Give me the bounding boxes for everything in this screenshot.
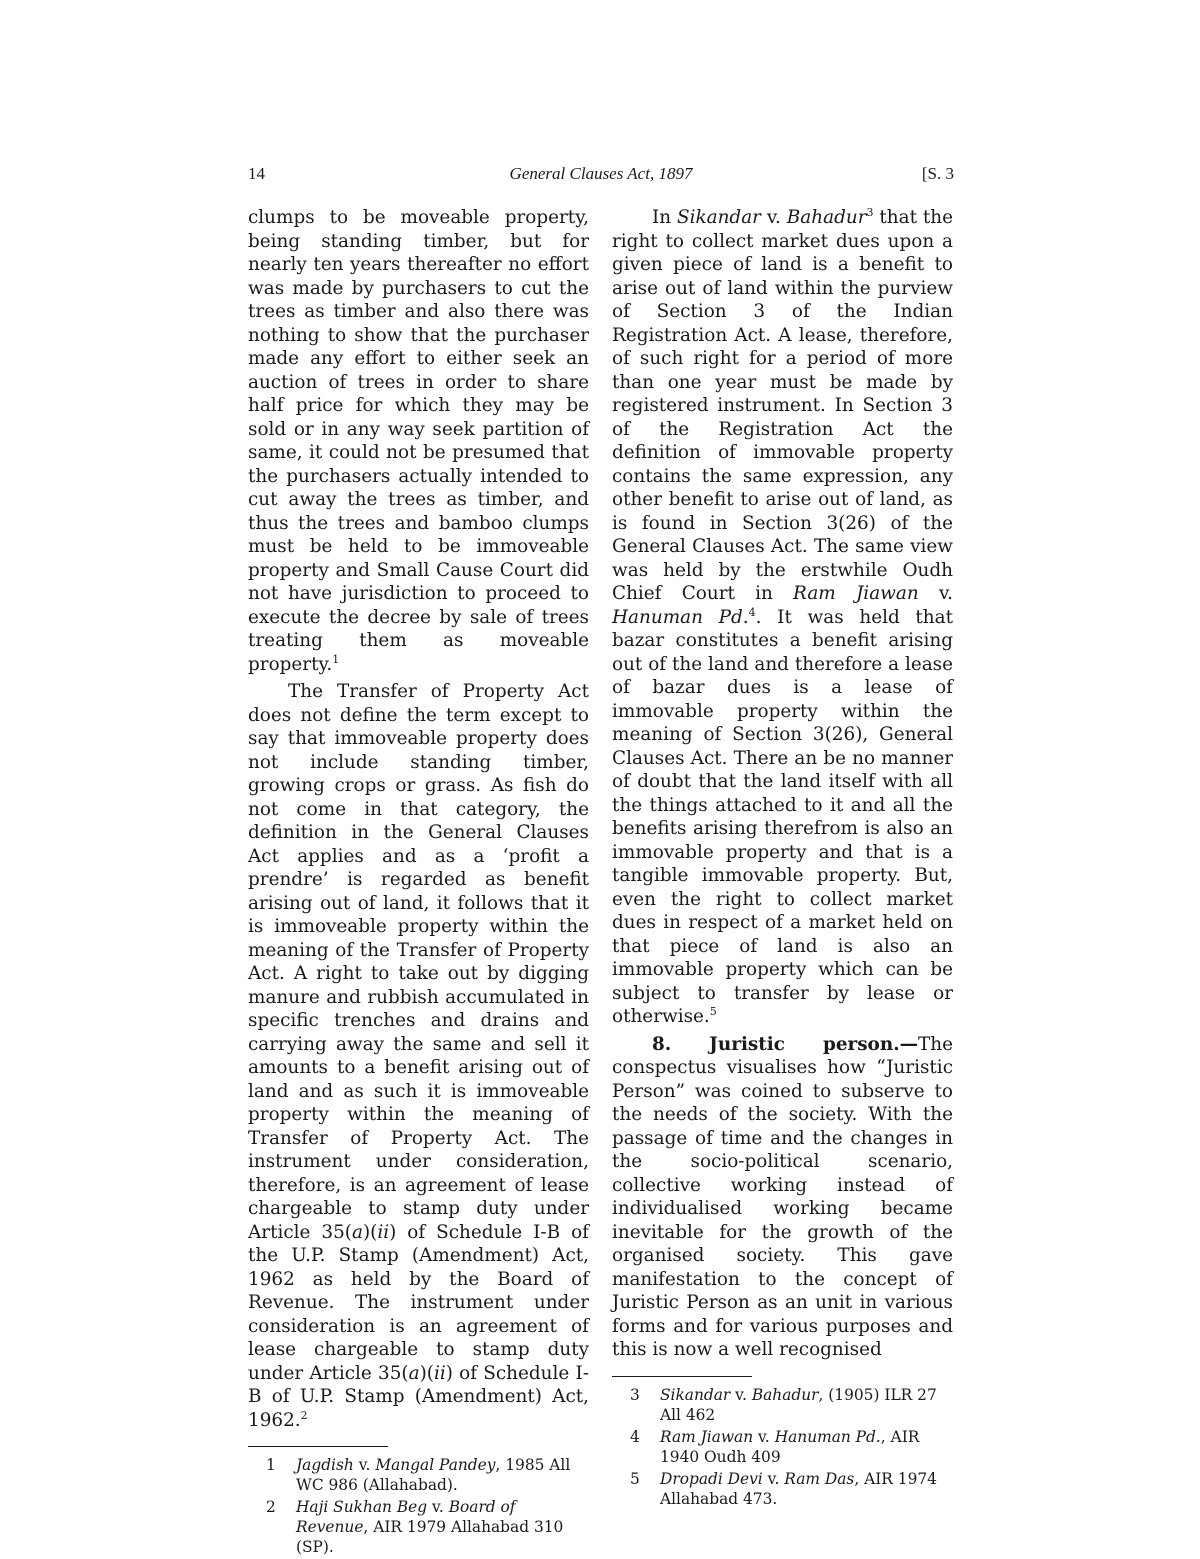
left-column — [248, 206, 589, 1559]
party-name: Hanuman Pd. — [774, 1427, 881, 1446]
italic-clause: a — [351, 1221, 363, 1243]
citation: , (1905) ILR 27 All 462 — [660, 1385, 937, 1424]
paragraph-text: ) of Schedule I-B of the U.P. Stamp (Amendment) Act, 1962 as held by the Board of Revenue. The instrument under consideration is an agreement of lease chargeable to stamp duty under Article 35( — [248, 1221, 589, 1384]
paragraph-text: The conspectus visualises how “Juristic Person” was coined to subserve to the needs of the society. With the passage of time and the changes in the socio-political scenario, collective working instead of individualised working became inevitable for the growth of the organised society. This gave manifestation to the concept of Juristic Person as an unit in various forms and for various purposes and this is now a well recognised — [612, 1033, 953, 1360]
paragraph-text: that the right to collect market dues upon a given piece of land is a benefit to arise out of land within the purview of Section 3 of the Indian Registration Act. A lease, therefore, of such right for a period of more than one year must be made by registered instrument. In Section 3 of the Registration Act the definition of immovable property contains the same expression, any other benefit to arise out of land, as is found in Section 3(26) of the General Clauses Act. The same view was held by the erstwhile Oudh Chief Court in — [612, 207, 953, 604]
footnote-ref-1: 1 — [332, 652, 340, 666]
italic-clause: ii — [377, 1221, 390, 1243]
footnote-number: 1 — [266, 1456, 276, 1474]
versus: v. — [353, 1456, 376, 1474]
paragraph-text: In — [652, 207, 677, 228]
italic-clause: a — [408, 1362, 420, 1384]
running-title: General Clauses Act, 1897 — [509, 164, 693, 183]
party-name: Ram Das — [784, 1469, 855, 1488]
party-name: Bahadur — [786, 207, 867, 228]
case-name: Ram Jiawan — [660, 1427, 754, 1446]
versus: v. — [730, 1385, 752, 1404]
case-name: Sikandar — [677, 207, 761, 228]
section-heading: 8. Juristic person.— — [652, 1033, 918, 1055]
citation: , 1985 All WC 986 (Allahabad). — [296, 1456, 571, 1494]
case-name: Sikandar — [660, 1385, 731, 1404]
paragraph-text: )( — [419, 1362, 434, 1384]
footnote-2 — [248, 1497, 589, 1557]
page-header — [248, 164, 954, 194]
right-column — [612, 206, 953, 1511]
versus: v. — [760, 207, 787, 228]
footnote-divider — [612, 1376, 752, 1377]
footnotes-right — [612, 1385, 953, 1509]
citation: , AIR 1974 Allahabad 473. — [660, 1469, 937, 1508]
footnote-5 — [612, 1469, 953, 1509]
footnotes-left — [248, 1455, 589, 1557]
footnote-number: 2 — [266, 1498, 276, 1516]
footnote-4 — [612, 1427, 953, 1467]
case-name: Haji Sukhan Beg — [296, 1498, 428, 1516]
party-name: Bahadur — [751, 1385, 819, 1404]
paragraph-text: )( — [362, 1221, 378, 1243]
paragraph-transfer-of-property — [248, 680, 589, 1432]
case-name: Dropadi Devi — [660, 1469, 763, 1488]
footnote-ref-3: 3 — [866, 205, 874, 219]
footnote-number: 4 — [630, 1427, 640, 1446]
citation: , AIR 1979 Allahabad 310 (SP). — [296, 1518, 564, 1556]
versus: v. — [427, 1498, 449, 1516]
paragraph-text: The Transfer of Property Act does not define the term except to say that immoveable property does not include standing timber, growing crops or grass. As fish do not come in that category, the definition in the General Clauses Act applies and as a ‘profit a prendre’ is regarded as benefit arising out of land, it follows that it is immoveable property within the meaning of the Transfer of Property Act. A right to take out by digging manure and rubbish accumulated in specific trenches and drains and carrying away the same and sell it amounts to a benefit arising out of land and as such it is immoveable property within the meaning of Transfer of Property Act. The instrument under consideration, therefore, is an agreement of lease chargeable to stamp duty under Article 35( — [248, 681, 589, 1243]
versus: v. — [918, 583, 953, 604]
footnote-number: 5 — [630, 1469, 640, 1488]
footnote-ref-5: 5 — [709, 1004, 717, 1018]
footnote-ref-2: 2 — [300, 1408, 308, 1422]
versus: v. — [762, 1469, 785, 1488]
footnote-text — [660, 1469, 953, 1509]
party-name: Board of Revenue — [296, 1498, 516, 1536]
footnote-divider — [248, 1446, 388, 1447]
footnote-text — [296, 1455, 589, 1495]
footnote-3 — [612, 1385, 953, 1425]
italic-clause: ii — [433, 1362, 446, 1384]
paragraph-text: clumps to be moveable property, being standing timber, but for nearly ten years thereafter no effort was made by purchasers to cut the trees as timber and also there was nothing to show that the purchaser made any effort to either seek an auction of trees in order to share half price for which they may be sold or in any way seek partition of same, it could not be presumed that the purchasers actually intended to cut away the trees as timber, and thus the trees and bamboo clumps must be held to be immoveable property and Small Cause Court did not have jurisdiction to proceed to execute the decree by sale of trees treating them as moveable property. — [248, 207, 589, 675]
footnote-1 — [248, 1455, 589, 1495]
citation: , AIR 1940 Oudh 409 — [660, 1427, 920, 1466]
paragraph-trees-immoveable — [248, 206, 589, 676]
abbrev-dot: . — [742, 606, 749, 628]
section-reference: [S. 3 — [921, 164, 954, 183]
page-number: 14 — [248, 164, 265, 183]
party-name: Hanuman Pd — [612, 606, 743, 628]
paragraph-juristic-person — [612, 1033, 953, 1362]
case-name: Ram Jiawan — [793, 583, 919, 604]
footnote-text — [660, 1427, 953, 1467]
versus: v. — [753, 1427, 775, 1446]
footnote-text — [660, 1385, 953, 1425]
footnote-number: 3 — [630, 1385, 640, 1404]
case-name: Jagdish — [296, 1456, 354, 1474]
footnote-text — [296, 1497, 589, 1557]
paragraph-text: ) of Schedule I-B of U.P. Stamp (Amendment) Act, 1962. — [248, 1362, 589, 1431]
footnote-ref-4: 4 — [748, 605, 756, 619]
party-name: Mangal Pandey — [375, 1456, 496, 1474]
paragraph-text: . It was held that bazar constitutes a benefit arising out of the land and therefore a lease of bazar dues is a lease of immovable property within the meaning of Section 3(26), General Clauses Act. There an be no manner of doubt that the land itself with all the things attached to it and all the benefits arising therefrom is also an immovable property and that is a tangible immovable property. But, even the right to collect market dues in respect of a market held on that piece of land is also an immovable property which can be subject to transfer by lease or otherwise. — [612, 606, 954, 1027]
paragraph-sikandar — [612, 206, 953, 1029]
